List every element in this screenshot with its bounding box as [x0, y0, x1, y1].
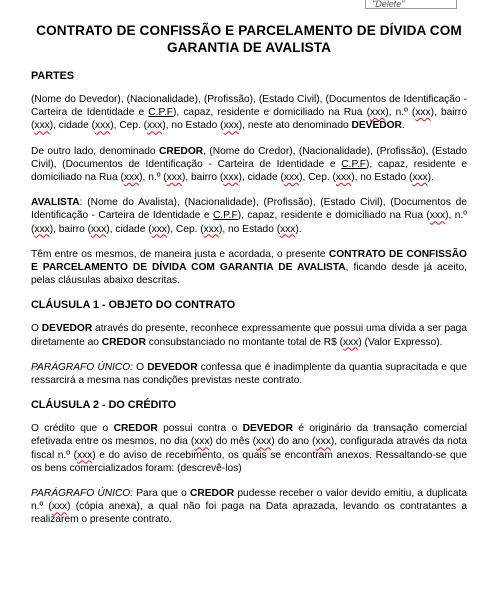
delete-comment-tag[interactable]: "Delete" [365, 0, 457, 9]
cpf-underlined: C.P.F [341, 158, 367, 170]
placeholder-xxx: xxx [34, 120, 50, 132]
text-run: através do presente, reconhece expressamente que possui uma dívida a ser paga diretamente ao [31, 323, 467, 348]
document-title: CONTRATO DE CONFISSÃO E PARCELAMENTO DE DÍVIDA COM GARANTIA DE AVALISTA [36, 23, 462, 55]
paragraph-intro [31, 248, 467, 288]
text-run: ), cidade ( [238, 172, 284, 184]
placeholder-xxx: xxx [315, 436, 331, 448]
paragraph-unico-2 [31, 487, 467, 527]
paragrafo-unico-label: PARÁGRAFO ÚNICO: [31, 361, 133, 373]
placeholder-xxx: xxx [283, 172, 300, 184]
text-run: consubstanciado no montante total de R$ ( [145, 336, 344, 348]
text-run: ), Cep. ( [166, 223, 204, 235]
text-run: De outro lado, denominado [31, 145, 159, 157]
text-run: Para que o [133, 488, 191, 500]
placeholder-xxx: xxx [147, 120, 163, 132]
text-run: ), cidade ( [49, 120, 95, 132]
role-avalista: AVALISTA [31, 197, 80, 209]
text-run: possui contra o [157, 423, 243, 435]
text-run: confessa que é inadimplente da quantia supracitada e que ressarcirá a mesma nas condições previstas neste contrato. [31, 361, 468, 387]
cpf-underlined: C.P.F [148, 107, 173, 119]
text-run: , ficando desde já aceito, pelas cláusulas abaixo descritas. [31, 262, 467, 287]
placeholder-xxx: xxx [91, 223, 107, 235]
placeholder-xxx: xxx [34, 223, 50, 235]
placeholder-xxx: xxx [194, 436, 210, 448]
text-run: . [401, 120, 405, 132]
placeholder-xxx: xxx [223, 172, 239, 184]
role-credor: CREDOR [101, 336, 146, 348]
text-run: ), capaz, residente e domiciliado na Rua ( [237, 210, 430, 222]
section-heading-partes: PARTES [31, 70, 74, 82]
placeholder-xxx: xxx [343, 336, 359, 348]
text-run: ), bairro ( [31, 107, 467, 132]
placeholder-xxx: xxx [123, 172, 140, 184]
text-run: ), configurada através da nota fiscal n.º ( [31, 436, 468, 461]
text-run: ) do mês ( [209, 436, 256, 448]
section-heading-clausula-2: CLÁUSULA 2 - DO CRÉDITO [31, 399, 177, 412]
text-run: ), no Estado ( [218, 223, 281, 235]
placeholder-xxx: xxx [280, 223, 296, 235]
role-credor: CREDOR [113, 423, 158, 435]
text-run: ), no Estado ( [162, 120, 224, 132]
paragraph-clausula-1 [31, 322, 467, 348]
text-run: ), bairro ( [49, 223, 92, 235]
placeholder-xxx: xxx [415, 107, 431, 119]
text-run: ), n.º ( [385, 107, 416, 119]
text-run: ), n.º ( [31, 210, 467, 235]
placeholder-xxx: xxx [369, 107, 386, 119]
role-devedor: DEVEDOR [242, 423, 293, 435]
placeholder-xxx: xxx [51, 501, 68, 513]
placeholder-xxx: xxx [166, 172, 182, 184]
text-run: ), capaz, residente e domiciliado na Rua ( [31, 158, 467, 184]
paragraph-unico-1 [31, 361, 467, 387]
text-run: ) (cópia anexa), a qual não foi paga na Data aprazada, levando os contratantes a realizarem o presente contrato. [31, 501, 467, 526]
placeholder-xxx: xxx [94, 120, 111, 132]
text-run: ), neste ato denominado [238, 120, 352, 132]
contract-name-bold: CONTRATO DE CONFISSÃO E PARCELAMENTO DE DÍVIDA COM GARANTIA DE AVALISTA [31, 248, 467, 274]
placeholder-xxx: xxx [151, 223, 167, 235]
paragraph-credor [31, 145, 467, 185]
role-devedor: DEVEDOR [41, 323, 93, 335]
text-run: ), cidade ( [106, 223, 152, 235]
text-run: ), Cep. ( [299, 172, 336, 184]
text-run: ), capaz, residente e domiciliado na Rua ( [173, 107, 370, 119]
text-run: ), no Estado ( [351, 172, 413, 184]
cpf-underlined: C.P.F [212, 210, 238, 222]
text-run: é originário da transação comercial efetivada entre os mesmos, no dia ( [31, 423, 468, 448]
text-run: pudesse receber o valor devido emitiu, a duplicata n.º ( [31, 488, 467, 513]
paragraph-devedor [31, 93, 467, 133]
placeholder-xxx: xxx [256, 436, 272, 448]
text-run: ) e do aviso de recebimento, os quais se encontram anexos. Ressaltando-se que os bens comercializados foram: (descrevê-los) [31, 449, 467, 474]
text-run: O [31, 323, 42, 335]
text-run: , (Nome do Credor), (Nacionalidade), (Profissão), (Estado Civil), (Documentos de Identificação - Carteira de Identidade e [31, 145, 467, 170]
role-devedor: DEVEDOR [351, 120, 402, 132]
placeholder-xxx: xxx [335, 172, 352, 184]
paragraph-clausula-2 [31, 422, 467, 475]
text-run: (Nome do Devedor), (Nacionalidade), (Profissão), (Estado Civil), (Documentos de Identificação - Carteira de Identidade e [31, 94, 467, 119]
placeholder-xxx: xxx [412, 172, 428, 184]
placeholder-xxx: xxx [429, 210, 446, 222]
text-run: O crédito que o [31, 423, 114, 435]
text-run: : (Nome do Avalista), (Nacionalidade), (Profissão), (Estado Civil), (Documentos de Identificação - Carteira de Identidade e [31, 197, 467, 222]
paragraph-avalista [31, 196, 467, 236]
paragrafo-unico-label: PARÁGRAFO ÚNICO: [31, 488, 134, 500]
text-run: O [133, 361, 148, 373]
text-run: ) do ano ( [271, 436, 316, 448]
text-run: ), bairro ( [181, 172, 224, 184]
role-devedor: DEVEDOR [147, 361, 198, 373]
section-heading-clausula-1: CLÁUSULA 1 - OBJETO DO CONTRATO [31, 299, 236, 312]
text-run: ), n.º ( [139, 172, 167, 184]
role-credor: CREDOR [159, 145, 204, 157]
role-credor: CREDOR [190, 488, 235, 500]
placeholder-xxx: xxx [203, 223, 219, 235]
text-run: ). [295, 223, 302, 235]
placeholder-xxx: xxx [223, 120, 239, 132]
text-run: Têm entre os mesmos, de maneira justa e acordada, o presente [31, 248, 329, 260]
text-run: ) (Valor Expresso). [358, 336, 443, 348]
text-run: ). [427, 172, 434, 184]
text-run: ), Cep. ( [110, 120, 148, 132]
placeholder-xxx: xxx [76, 449, 93, 461]
document-page [31, 22, 467, 539]
